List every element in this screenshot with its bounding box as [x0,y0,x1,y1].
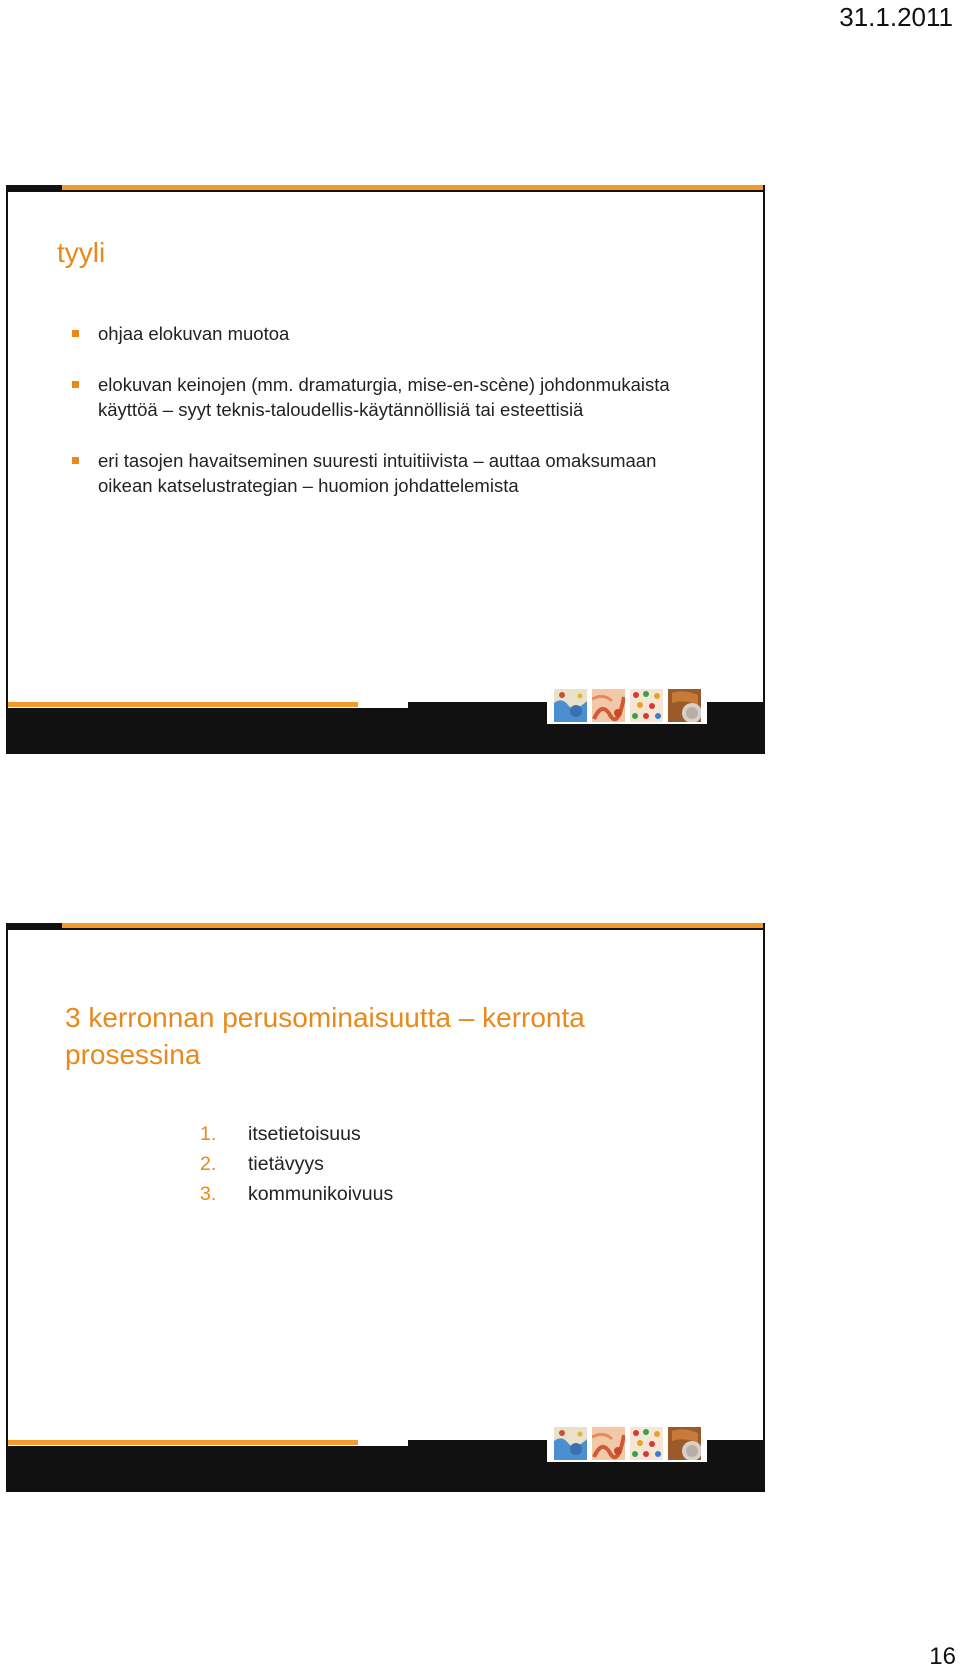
slide-title: tyyli [57,237,106,268]
page-number: 16 [929,1643,956,1670]
slide-top-bar [8,185,763,192]
bullet-text: eri tasojen havaitseminen suuresti intuitiivista – auttaa omaksumaan oikean katselustrategian – huomion johdattelemista [98,450,657,496]
page-date: 31.1.2011 [839,2,953,32]
bullet-text: elokuvan keinojen (mm. dramaturgia, mise-en-scène) johdonmukaista käyttöä – syyt teknis-taloudellis-käytännöllisiä tai esteettisiä [98,374,670,420]
thumbnail-strip [547,686,707,724]
bullet-square-icon [72,381,79,388]
bullet-list [72,321,712,524]
list-item [200,1179,393,1209]
numbered-list [200,1119,393,1209]
map-thumbnail-icon [554,689,587,722]
slide-1 [6,185,765,754]
item-text: kommunikoivuus [248,1183,394,1205]
bullet-item [72,448,712,498]
slide-2 [6,923,765,1492]
dots-thumbnail-icon [630,689,663,722]
coral-thumbnail-icon [592,689,625,722]
coral-thumbnail-icon [592,1427,625,1460]
bullet-item [72,372,712,422]
list-item [200,1149,393,1179]
bullet-square-icon [72,457,79,464]
bullet-square-icon [72,330,79,337]
dots-thumbnail-icon [630,1427,663,1460]
item-number: 1. [200,1123,217,1145]
map-thumbnail-icon [554,1427,587,1460]
item-text: tietävyys [248,1153,324,1175]
slide-top-bar [8,923,763,930]
bullet-item [72,321,712,346]
bowl-thumbnail-icon [668,689,701,722]
list-item [200,1119,393,1149]
item-text: itsetietoisuus [248,1123,361,1145]
thumbnail-strip [547,1424,707,1462]
item-number: 3. [200,1183,217,1205]
item-number: 2. [200,1153,217,1175]
slide-title: 3 kerronnan perusominaisuutta – kerronta prosessina [65,1002,585,1070]
bullet-text: ohjaa elokuvan muotoa [98,323,290,344]
bowl-thumbnail-icon [668,1427,701,1460]
